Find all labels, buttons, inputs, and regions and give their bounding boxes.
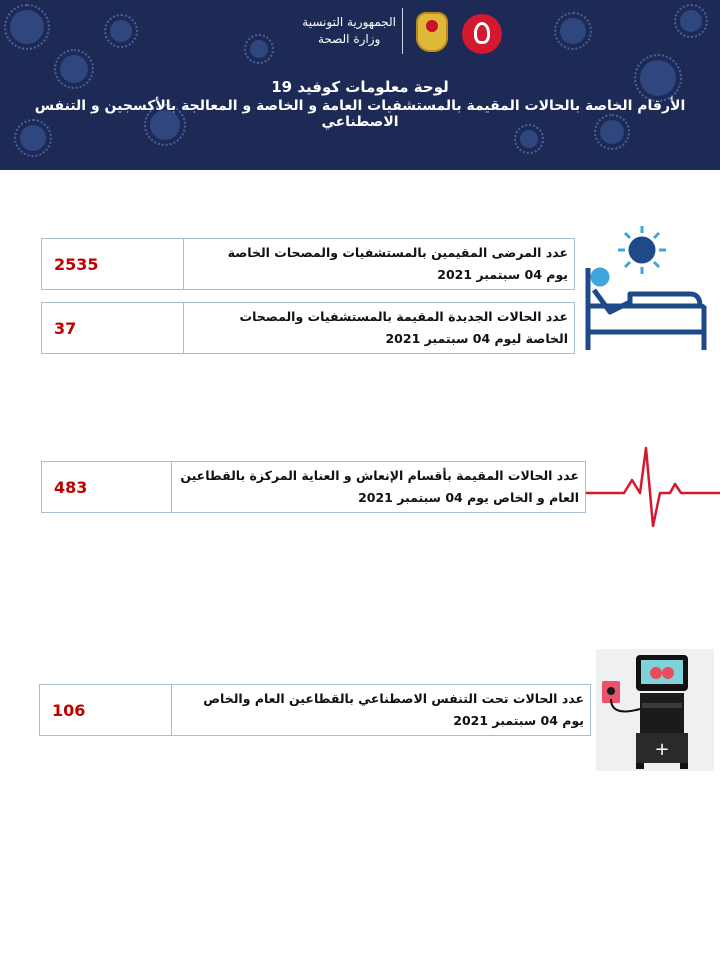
stat-value: 2535 — [42, 239, 184, 289]
hospital-bed-icon — [580, 222, 712, 354]
health-ministry-logo-icon — [462, 14, 502, 54]
stat-box-ventilation — [39, 684, 591, 736]
tunisia-emblem-icon — [416, 12, 448, 52]
svg-text:+: + — [654, 739, 670, 760]
virus-icon — [680, 10, 702, 32]
stat-value: 483 — [42, 462, 172, 512]
stat-value: 37 — [42, 303, 184, 353]
stat-label: عدد الحالات تحت التنفس الاصطناعي بالقطاعين العام والخاص يوم 04 سبتمبر 2021 — [203, 691, 584, 728]
stat-label: عدد الحالات الجديدة المقيمة بالمستشفيات والمصحات الخاصة ليوم 04 سبتمبر 2021 — [239, 309, 568, 346]
heartbeat-line-icon — [586, 440, 720, 530]
ministry-name — [302, 14, 396, 48]
header-banner — [0, 0, 720, 170]
stat-value: 106 — [40, 685, 172, 735]
stat-box-intensive-care — [41, 461, 586, 513]
virus-icon — [250, 40, 268, 58]
stat-label: عدد الحالات المقيمة بأقسام الإنعاش و العناية المركزة بالقطاعين العام و الخاص يوم 04 سبتمبر 2021 — [180, 468, 579, 505]
page-title: لوحة معلومات كوفيد 19 — [271, 78, 449, 96]
page-subtitle: الأرقام الخاصة بالحالات المقيمة بالمستشفيات العامة و الخاصة و المعالجة بالأكسجين و التنفس الاصطناعي — [34, 98, 686, 130]
ventilator-icon — [596, 649, 714, 771]
divider — [402, 8, 403, 54]
virus-icon — [520, 130, 538, 148]
stat-box-new-cases — [41, 302, 575, 354]
ministry-line2: وزارة الصحة — [317, 32, 381, 46]
ministry-line1: الجمهورية التونسية — [302, 15, 396, 29]
virus-icon — [560, 18, 586, 44]
virus-icon — [110, 20, 132, 42]
virus-icon — [10, 10, 44, 44]
stat-box-hospitalized — [41, 238, 575, 290]
stat-label: عدد المرضى المقيمين بالمستشفيات والمصحات الخاصة يوم 04 سبتمبر 2021 — [227, 245, 568, 282]
